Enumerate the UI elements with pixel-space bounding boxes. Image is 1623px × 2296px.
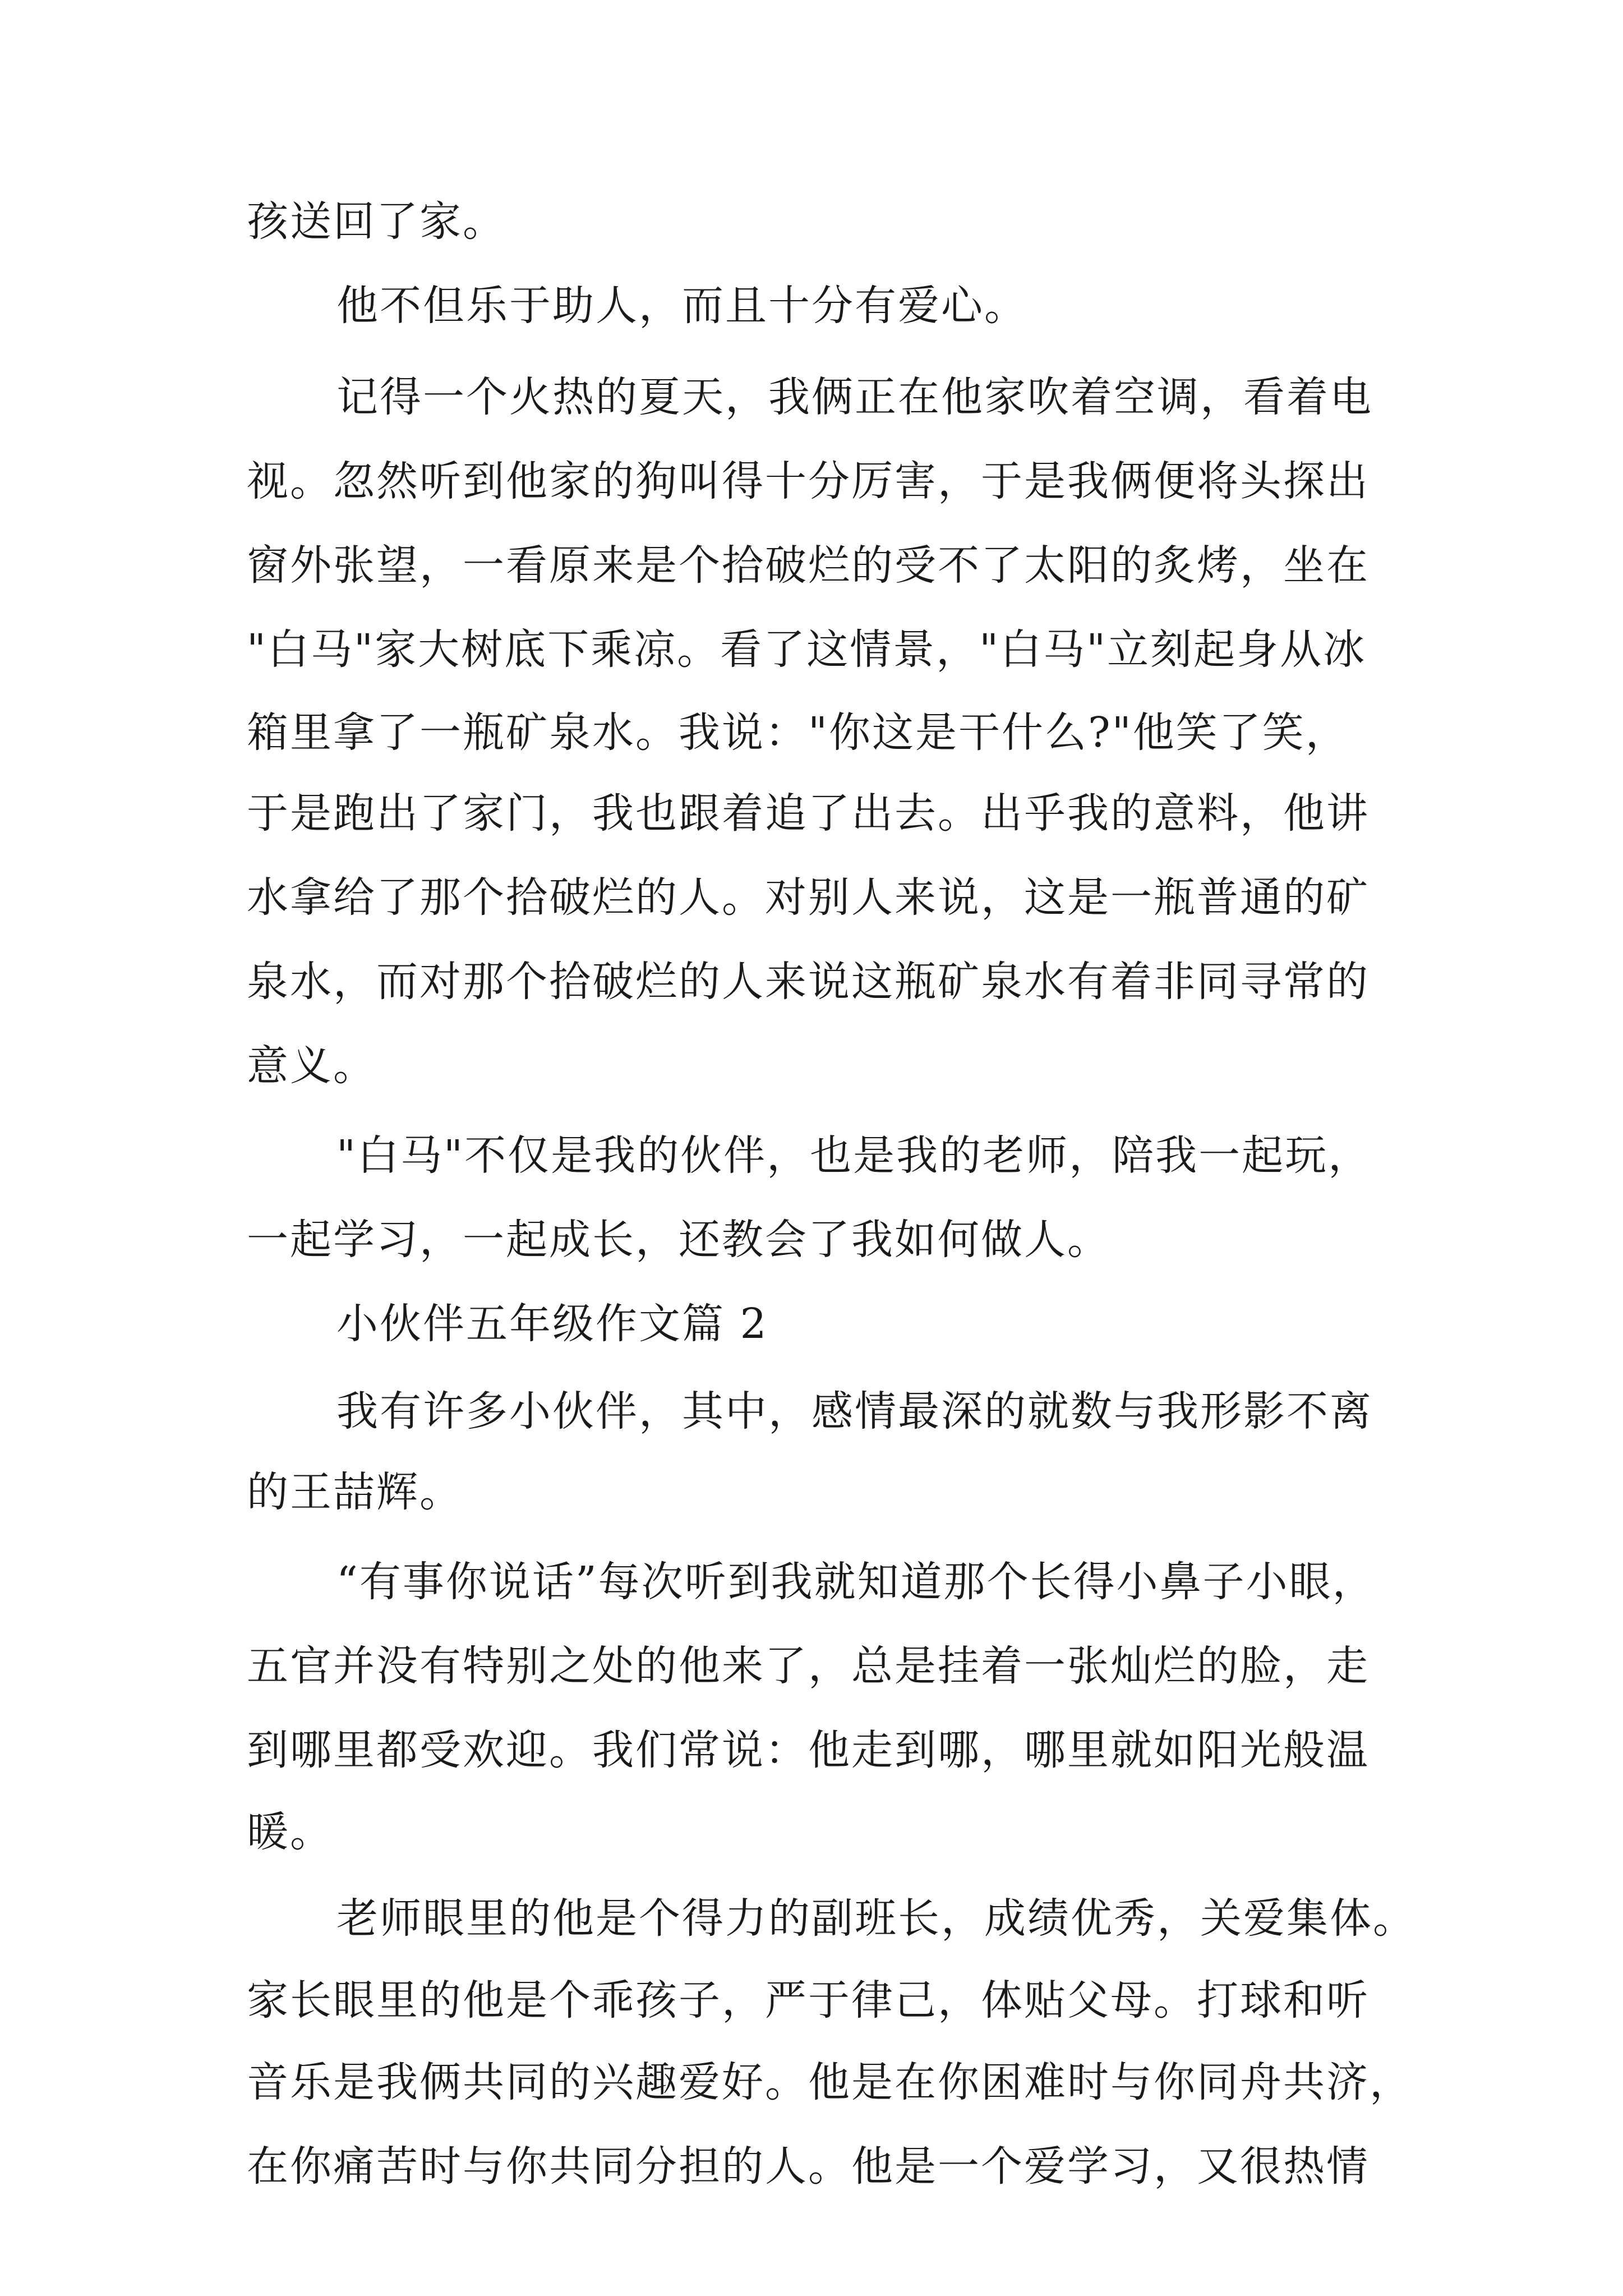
text-line: 水拿给了那个拾破烂的人。对别人来说，这是一瓶普通的矿 [247, 873, 1370, 922]
section-heading: 小伙伴五年级作文篇 2 [336, 1300, 768, 1348]
text-line: 窗外张望，一看原来是个拾破烂的受不了太阳的炙烤，坐在 [247, 541, 1370, 590]
text-line: 在你痛苦时与你共同分担的人。他是一个爱学习，又很热情 [247, 2142, 1370, 2191]
text-line: 箱里拿了一瓶矿泉水。我说："你这是干什么?"他笑了笑， [247, 708, 1349, 757]
text-line: 到哪里都受欢迎。我们常说：他走到哪，哪里就如阳光般温 [247, 1726, 1370, 1774]
text-line: 家长眼里的他是个乖孩子，严于律己，体贴父母。打球和听 [247, 1976, 1370, 2024]
text-line: "白马"家大树底下乘凉。看了这情景，"白马"立刻起身从冰 [247, 625, 1367, 674]
text-line: 视。忽然听到他家的狗叫得十分厉害，于是我俩便将头探出 [247, 457, 1370, 505]
text-line: 五官并没有特别之处的他来了，总是挂着一张灿烂的脸，走 [247, 1642, 1370, 1690]
text-line: 于是跑出了家门，我也跟着追了出去。出乎我的意料，他讲 [247, 789, 1370, 838]
text-line: 记得一个火热的夏天，我俩正在他家吹着空调，看着电 [336, 373, 1373, 421]
text-line: 老师眼里的他是个得力的副班长，成绩优秀，关爱集体。 [336, 1894, 1416, 1943]
text-line: 的王喆辉。 [247, 1468, 463, 1516]
text-line: 我有许多小伙伴，其中，感情最深的就数与我形影不离 [336, 1387, 1373, 1435]
text-line: 音乐是我俩共同的兴趣爱好。他是在你困难时与你同舟共济， [247, 2058, 1413, 2106]
text-line: 一起学习，一起成长，还教会了我如何做人。 [247, 1216, 1110, 1264]
text-line: 他不但乐于助人，而且十分有爱心。 [336, 282, 1027, 330]
text-line: 意义。 [247, 1042, 376, 1090]
text-line: 孩送回了家。 [247, 197, 506, 246]
text-line: 暖。 [247, 1808, 333, 1856]
text-line: "白马"不仅是我的伙伴，也是我的老师，陪我一起玩， [336, 1131, 1372, 1180]
text-line: 泉水，而对那个拾破烂的人来说这瓶矿泉水有着非同寻常的 [247, 958, 1370, 1006]
text-line: “有事你说话”每次听到我就知道那个长得小鼻子小眼， [336, 1558, 1376, 1606]
